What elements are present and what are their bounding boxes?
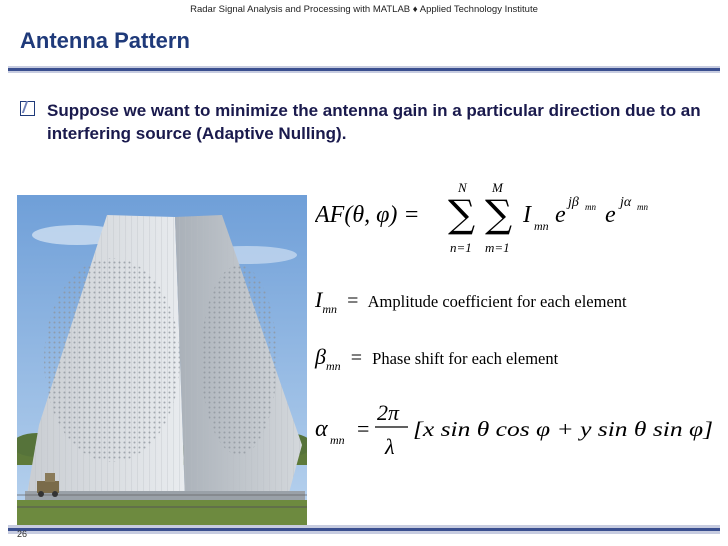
- footer-rule: [8, 525, 720, 534]
- sum2-lower: m=1: [485, 240, 510, 255]
- sum2-symbol: ∑: [485, 192, 513, 236]
- slide-number: 26: [17, 529, 28, 539]
- alpha-equation: [315, 396, 720, 468]
- array-factor-equation: [315, 176, 715, 256]
- term-e2: e: [605, 202, 616, 228]
- term-i-sub: mn: [534, 219, 549, 233]
- af-lhs: AF(θ, φ) =: [315, 202, 420, 228]
- def-text: Phase shift for each element: [372, 349, 559, 368]
- bullet-text: Suppose we want to minimize the antenna gain in a particular direction due to an interfering source (Adaptive Nulling).: [47, 101, 701, 143]
- exp2: jα: [620, 195, 632, 210]
- term-e1: e: [555, 202, 566, 228]
- fraction-denominator: λ: [385, 434, 395, 459]
- slide-header: Radar Signal Analysis and Processing with MATLAB ♦ Applied Technology Institute: [190, 4, 538, 15]
- alpha-sub: mn: [330, 433, 345, 447]
- fraction-numerator: 2π: [377, 400, 400, 425]
- sum1-symbol: ∑: [448, 192, 476, 236]
- sum2-upper: M: [492, 180, 503, 195]
- definition-phase: [315, 344, 558, 374]
- checkbox-bullet-icon: [20, 101, 35, 116]
- sum1-upper: N: [458, 180, 467, 195]
- exp1: jβ: [568, 195, 579, 210]
- title-underline: [8, 66, 720, 73]
- def-text: Amplitude coefficient for each element: [367, 292, 627, 311]
- alpha-symbol: α: [315, 416, 328, 442]
- def-equals: =: [347, 290, 359, 312]
- alpha-expression: [x sin θ cos φ + y sin θ sin φ]: [413, 417, 713, 441]
- def-equals: =: [350, 347, 363, 369]
- def-symbol-sub: mn: [322, 302, 337, 316]
- def-symbol: I: [315, 287, 323, 312]
- exp1-sub: mn: [585, 202, 596, 212]
- exp2-sub: mn: [637, 202, 648, 212]
- def-symbol-sub: mn: [325, 359, 341, 373]
- def-symbol: β: [315, 344, 326, 369]
- radar-building-photo: [17, 195, 307, 525]
- sum1-lower: n=1: [450, 240, 472, 255]
- slide-title: Antenna Pattern: [20, 28, 190, 53]
- term-i: I: [523, 202, 531, 228]
- alpha-equals: =: [357, 416, 370, 441]
- definition-amplitude: [315, 287, 627, 317]
- bullet-item: [20, 99, 710, 145]
